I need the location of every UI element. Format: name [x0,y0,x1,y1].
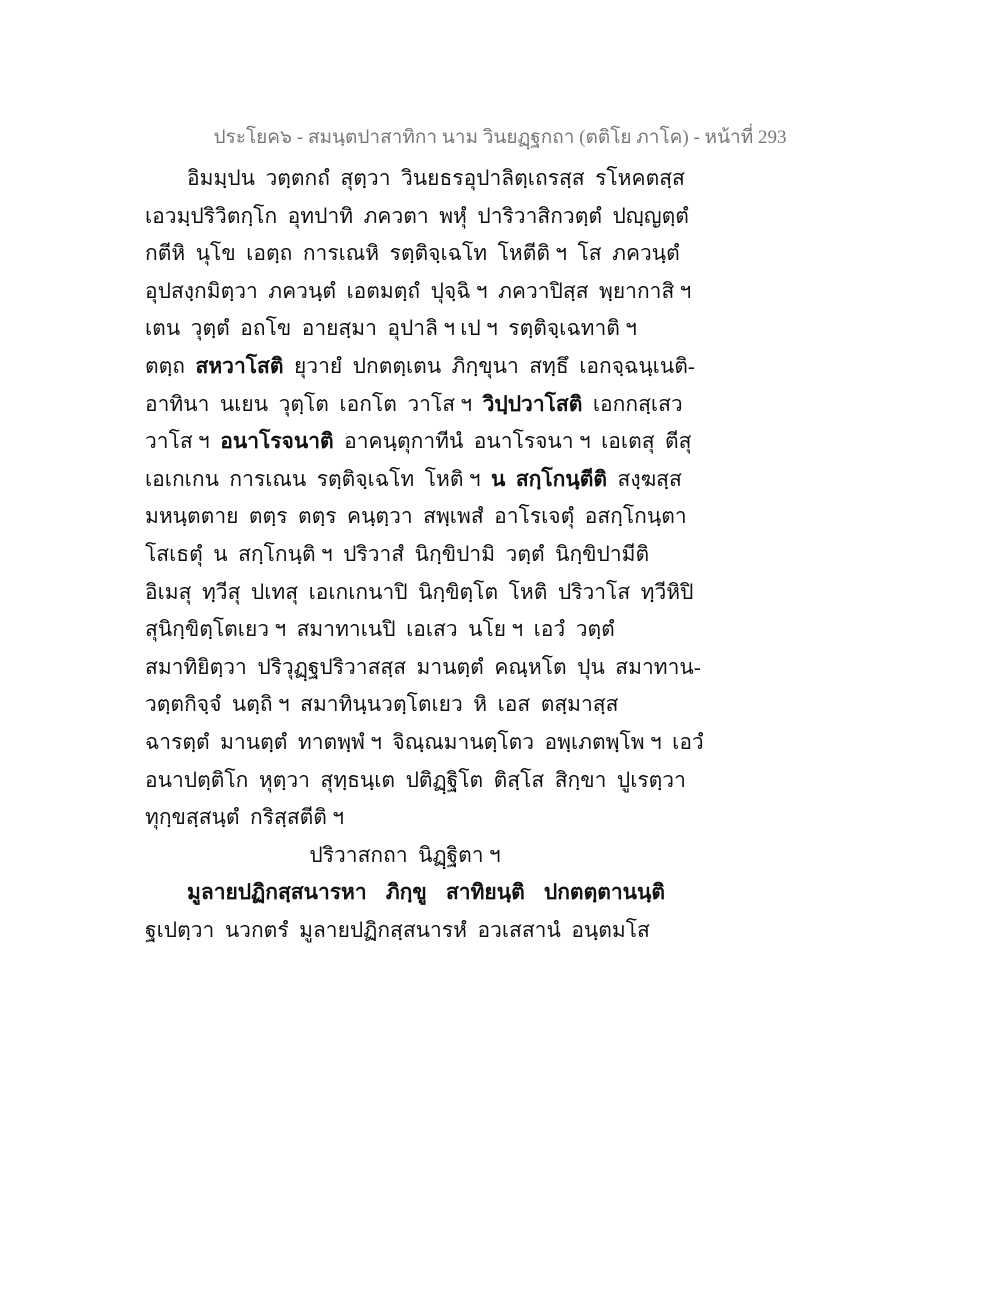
text-line [145,611,665,649]
text-line [145,498,687,536]
text-line [145,686,665,724]
bold-term: น สกฺโกนฺตีติ [491,466,608,491]
text-line [145,198,689,236]
text-line [145,235,680,273]
text-run: เอวมฺปริวิตกฺโก อุทปาทิ ภควตา พหุํ ปาริวาสิกวตฺตํ ปญฺญตฺตํ [145,203,689,228]
text-run: สุนิกฺขิตฺโตเยว ฯ สมาทาเนปิ เอเสว นโย ฯ เอวํ วตฺตํ [145,617,615,642]
section-end-heading [145,837,665,875]
page-header: ประโยค๖ - สมนฺตปาสาทิกา นาม วินยฏฺฐกถา (ตติโย ภาโค) - หน้าที่ 293 [213,127,787,148]
text-run: ตตฺถ [145,353,196,378]
text-line [145,762,686,800]
text-run: กตีหิ นุโข เอตฺถ การเณหิ รตฺติจฺเฉโท โหตีติ ฯ โส ภควนฺตํ [145,241,680,266]
text-line [145,273,692,311]
text-run: อาทินา นเยน วุตฺโต เอกโต วาโส ฯ [145,391,483,416]
text-run: ฐเปตฺวา นวกตรํ มูลายปฏิกสฺสนารหํ อวเสสานํ อนฺตมโส [145,917,650,942]
text-line [145,574,694,612]
text-run: อุปสงฺกมิตฺวา ภควนฺตํ เอตมตฺถํ ปุจฺฉิ ฯ ภควาปิสฺส พฺยากาสิ ฯ [145,278,692,303]
text-run: สงฺฆสฺส [607,466,682,491]
text-line [145,536,665,574]
text-run: วาโส ฯ [145,429,221,454]
bold-term: วิปฺปวาโสติ [482,391,583,416]
text-run: วตฺตกิจฺจํ นตฺถิ ฯ สมาทินฺนวตฺโตเยว หิ เอส ตสฺมาสฺส [145,692,619,717]
text-run: มหนฺตตาย ตตฺร ตตฺร คนฺตฺวา สพฺเพสํ อาโรเจตุํ อสกฺโกนฺตา [145,504,687,529]
text-line [145,386,683,424]
text-line [145,874,665,912]
bold-term: ภิกฺขู [385,880,427,905]
text-line [145,912,665,950]
text-line [145,423,692,461]
bold-term: สาทิยนฺติ [445,880,525,905]
text-line [145,461,682,499]
bold-term: ปกตตฺตานนฺติ [543,880,665,905]
text-run: อิเมสุ ทฺวีสุ ปเทสุ เอเกเกนาปิ นิกฺขิตฺโต โหติ ปริวาโส ทฺวีหิปิ [145,579,694,604]
text-line [145,724,704,762]
text-run: อิมมฺปน วตฺตกถํ สุตฺวา วินยธรอุปาลิตฺเถรสฺส รโหคตสฺส [187,166,685,190]
text-run: เอเกเกน การเณน รตฺติจฺเฉโท โหติ ฯ [145,466,491,491]
text-line [145,160,685,198]
text-run: ยุวายํ ปกตตฺเตน ภิกฺขุนา สทฺธึ เอกจฺฉนฺเนติ- [283,353,695,378]
text-line [145,799,665,837]
bold-term: สหวาโสติ [195,353,284,378]
text-line [145,348,695,386]
text-run: เตน วุตฺตํ อถโข อายสฺมา อุปาลิ ฯ เป ฯ รตฺติจฺเฉทาติ ฯ [145,316,637,341]
text-run: เอกกสฺเสว [582,391,683,416]
text-run: ปริวาสกถา นิฏฺฐิตา ฯ [309,842,501,867]
text-run: อนาปตฺติโก หุตฺวา สุทฺธนฺเต ปติฏฺฐิโต ติสฺโส สิกฺขา ปูเรตฺวา [145,767,686,792]
text-line [145,310,665,348]
text-run: ทุกฺขสฺสนฺตํ กริสฺสตีติ ฯ [145,805,344,830]
bold-term: มูลายปฏิกสฺสนารหา [187,880,367,905]
text-line [145,649,701,687]
text-run: ฉารตฺตํ มานตฺตํ ทาตพฺพํ ฯ จิณฺณมานตฺโตว อพฺเภตพฺโพ ฯ เอวํ [145,729,704,754]
text-run: สมาทิยิตฺวา ปริวุฏฺฐปริวาสสฺส มานตฺตํ คณฺหโต ปุน สมาทาน- [145,654,701,679]
bold-term: อนาโรจนาติ [220,429,334,454]
text-run: อาคนฺตุกาทีนํ อนาโรจนา ฯ เอเตสุ ตีสุ [333,429,692,454]
document-body [145,160,704,949]
text-run: โสเธตุํ น สกฺโกนฺติ ฯ ปริวาสํ นิกฺขิปามิ วตฺตํ นิกฺขิปามีติ [145,541,650,566]
